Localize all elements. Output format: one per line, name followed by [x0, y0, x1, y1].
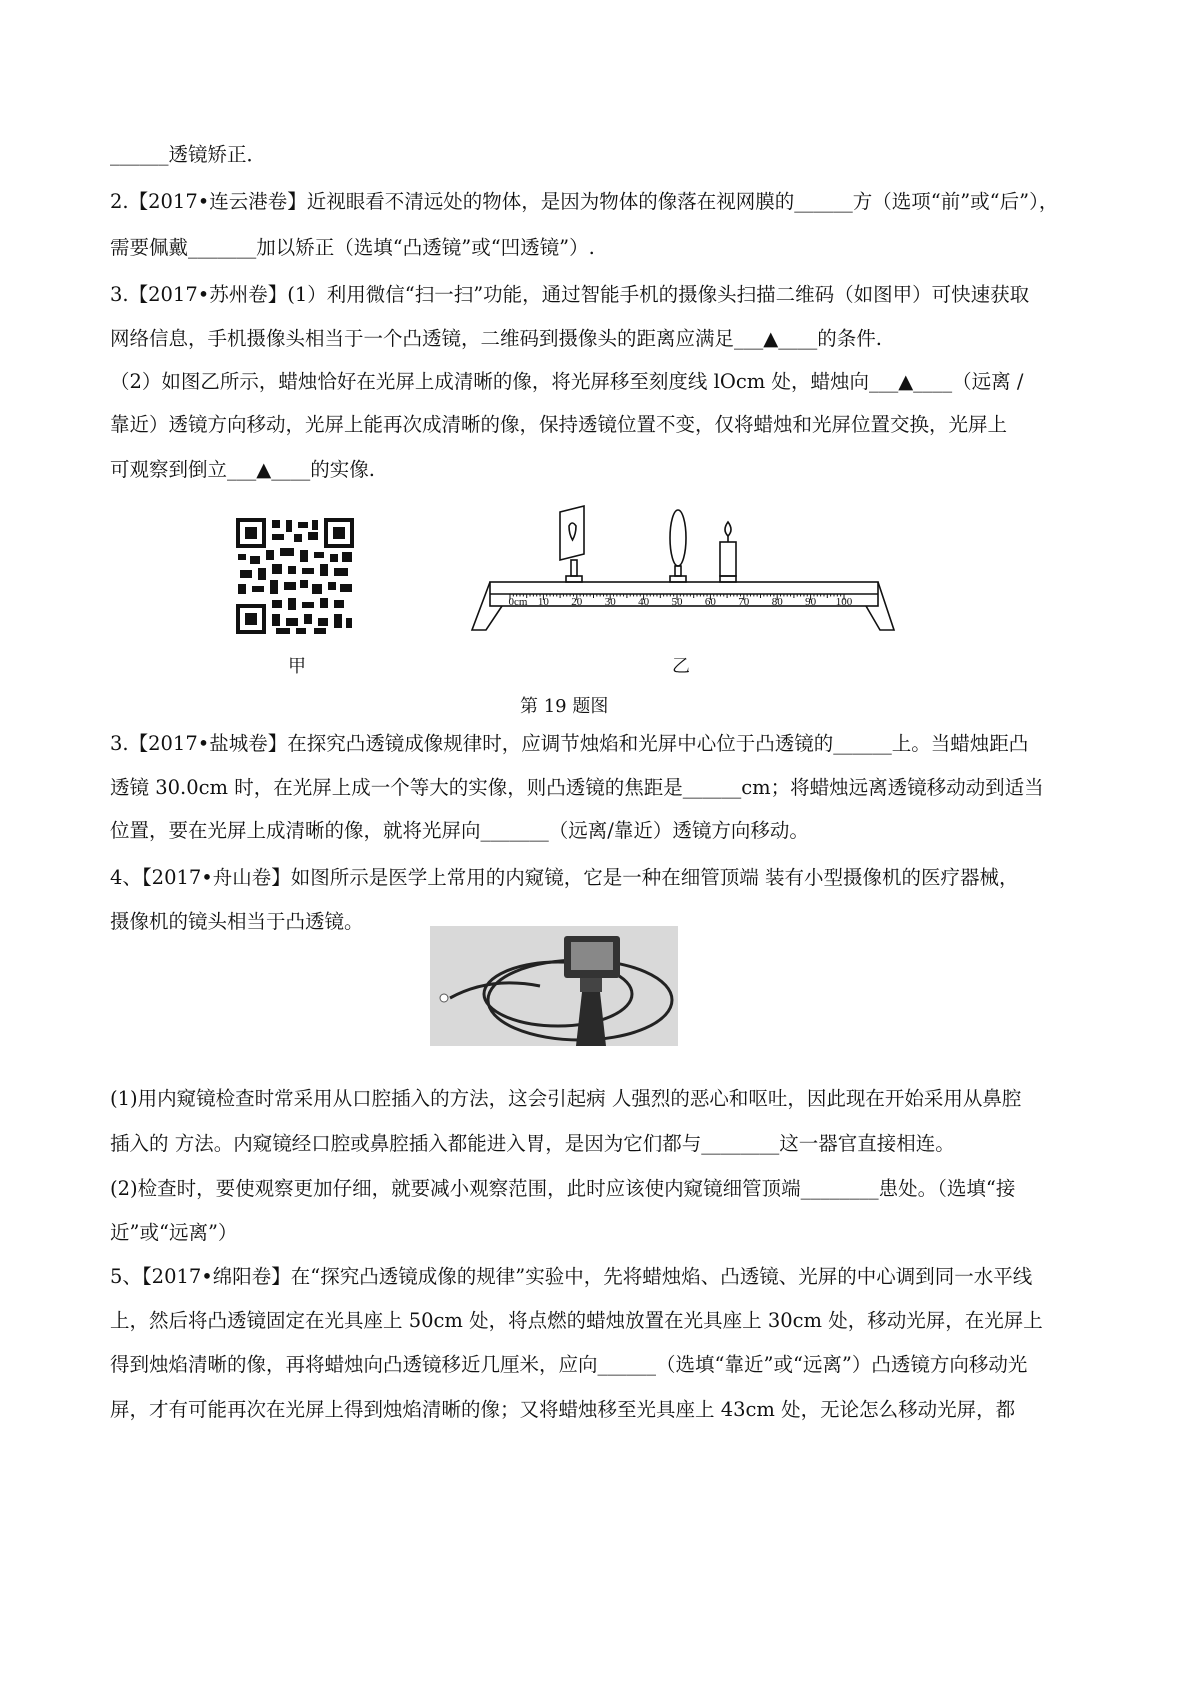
ruler-tick-label: 20 [571, 596, 583, 608]
ruler-tick-label: 60 [704, 596, 716, 608]
ruler-tick-label: 100 [835, 596, 853, 608]
text-line: 3.【2017•苏州卷】(1）利用微信“扫一扫”功能，通过智能手机的摄像头扫描二维码（如图甲）可快速获取 [110, 283, 1030, 306]
text-line: （2）如图乙所示，蜡烛恰好在光屏上成清晰的像，将光屏移至刻度线 lOcm 处，蜡烛向___▲____（远离 / [110, 370, 1024, 393]
text-line: 位置，要在光屏上成清晰的像，就将光屏向_______（远离/靠近）透镜方向移动。 [110, 819, 809, 842]
text-line: 可观察到倒立___▲____的实像. [110, 458, 375, 481]
endoscope-photo [430, 926, 678, 1046]
ruler-tick-label: 0cm [508, 596, 528, 608]
ruler-tick-label: 70 [738, 596, 750, 608]
text-line: (1)用内窥镜检查时常采用从口腔插入的方法，这会引起病 人强烈的恶心和呕吐，因此现在开始采用从鼻腔 [110, 1087, 1022, 1110]
ruler-tick-label: 90 [805, 596, 817, 608]
ruler-tick-label: 10 [537, 596, 549, 608]
ruler-tick-label: 50 [671, 596, 683, 608]
ruler-tick-label: 80 [771, 596, 783, 608]
text-line: ______透镜矫正． [110, 143, 267, 166]
text-line: 2.【2017•连云港卷】近视眼看不清远处的物体，是因为物体的像落在视网膜的______方（选项“前”或“后”）， [110, 190, 1059, 213]
text-line: 插入的 方法。内窥镜经口腔或鼻腔插入都能进入胃，是因为它们都与________这一器官直接相连。 [110, 1132, 955, 1155]
optical-bench-diagram [468, 498, 898, 638]
text-line: 5、【2017•绵阳卷】在“探究凸透镜成像的规律”实验中，先将蜡烛焰、凸透镜、光屏的中心调到同一水平线 [110, 1265, 1033, 1288]
text-line: 3.【2017•盐城卷】在探究凸透镜成像规律时，应调节烛焰和光屏中心位于凸透镜的______上。当蜡烛距凸 [110, 732, 1029, 755]
ruler-tick-label: 40 [638, 596, 650, 608]
figure-label-yi: 乙 [672, 656, 690, 677]
text-line: (2)检查时，要使观察更加仔细，就要减小观察范围，此时应该使内窥镜细管顶端________患处。（选填“接 [110, 1177, 1016, 1200]
qr-code-image [236, 518, 354, 634]
text-line: 摄像机的镜头相当于凸透镜。 [110, 910, 364, 933]
text-line: 屏，才有可能再次在光屏上得到烛焰清晰的像；又将蜡烛移至光具座上 43cm 处，无论怎么移动光屏，都 [110, 1398, 1016, 1421]
figure-label-jia: 甲 [288, 656, 306, 677]
ruler-tick-label: 30 [604, 596, 616, 608]
text-line: 4、【2017•舟山卷】如图所示是医学上常用的内窥镜，它是一种在细管顶端 装有小型摄像机的医疗器械， [110, 866, 1019, 889]
text-line: 需要佩戴_______加以矫正（选填“凸透镜”或“凹透镜”）. [110, 236, 595, 259]
text-line: 网络信息，手机摄像头相当于一个凸透镜，二维码到摄像头的距离应满足___▲____的条件. [110, 327, 882, 350]
text-line: 上，然后将凸透镜固定在光具座上 50cm 处，将点燃的蜡烛放置在光具座上 30cm 处，移动光屏，在光屏上 [110, 1309, 1043, 1332]
text-line: 靠近）透镜方向移动，光屏上能再次成清晰的像，保持透镜位置不变，仅将蜡烛和光屏位置交换，光屏上 [110, 413, 1008, 436]
text-line: 近”或“远离”） [110, 1221, 238, 1244]
text-line: 得到烛焰清晰的像，再将蜡烛向凸透镜移近几厘米，应向______（选填“靠近”或“远离”）凸透镜方向移动光 [110, 1353, 1028, 1376]
text-line: 透镜 30.0cm 时，在光屏上成一个等大的实像，则凸透镜的焦距是______cm；将蜡烛远离透镜移动动到适当 [110, 776, 1044, 799]
figure-caption: 第 19 题图 [520, 696, 609, 717]
